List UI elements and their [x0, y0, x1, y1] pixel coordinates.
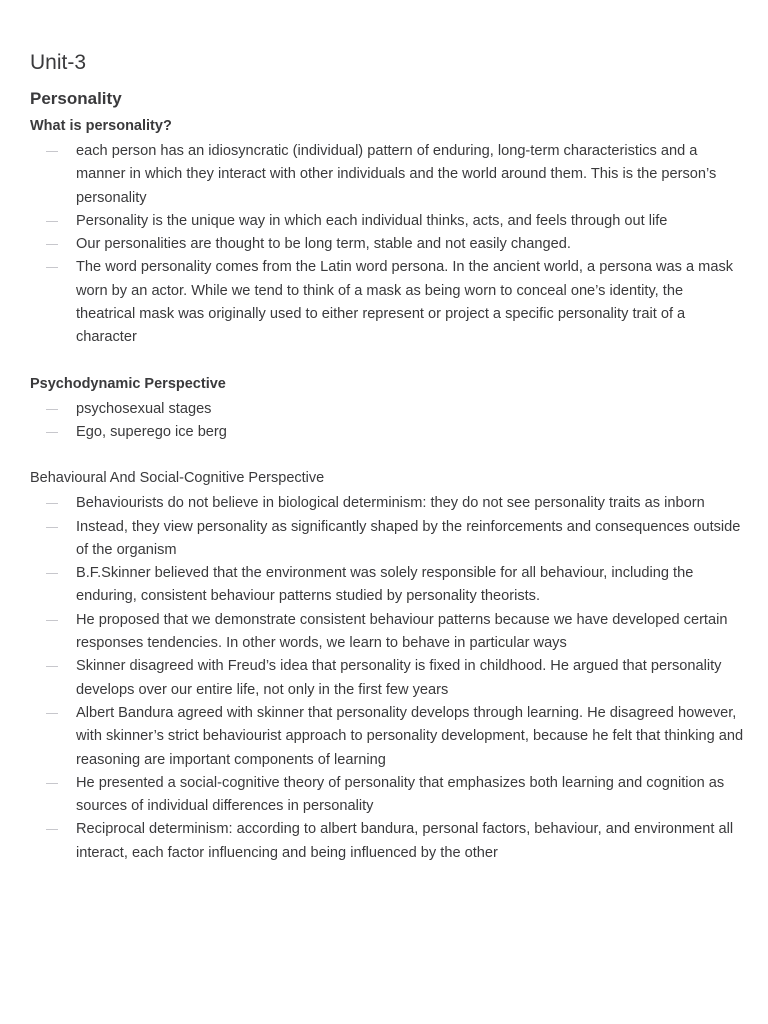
list-item — [30, 516, 744, 563]
list-item-text: Personality is the unique way in which each individual thinks, acts, and feels through out life — [76, 212, 668, 229]
list-item-text: psychosexual stages — [76, 400, 212, 417]
list-item-text: Skinner disagreed with Freud’s idea that personality is fixed in childhood. He argued that personality develops over our entire life, not only in the first few years — [76, 658, 722, 698]
list-item — [30, 140, 744, 210]
list-item-text: Albert Bandura agreed with skinner that personality develops through learning. He disagreed however, with skinner’s strict behaviourist approach to personality development, because he felt that thinking and reasoning are important components of learning — [76, 704, 744, 768]
dash-bullet-icon — [46, 409, 58, 410]
dash-bullet-icon — [46, 829, 58, 830]
dash-bullet-icon — [46, 221, 58, 222]
dash-bullet-icon — [46, 713, 58, 714]
dash-bullet-icon — [46, 432, 58, 433]
list-item — [30, 421, 744, 444]
list-item-text: He presented a social-cognitive theory of personality that emphasizes both learning and cognition as sources of individual differences in personality — [76, 774, 725, 815]
list-item — [30, 609, 744, 656]
list-item — [30, 233, 744, 256]
list-item-text: Ego, superego ice berg — [76, 423, 227, 440]
list-item-text: B.F.Skinner believed that the environment was solely responsible for all behaviour, including the enduring, consistent behaviour patterns studied by personality theorists. — [76, 565, 694, 605]
list-item-text: The word personality comes from the Latin word persona. In the ancient world, a persona was a mask worn by an actor. While we tend to think of a mask as being worn to conceal one’s identity, the theatrical mask was originally used to either represent or project a specific personality trait of a character — [76, 259, 734, 346]
list-item-text: Our personalities are thought to be long term, stable and not easily changed. — [76, 236, 571, 253]
list-psychodynamic-perspective — [30, 398, 744, 445]
dash-bullet-icon — [46, 573, 58, 574]
heading-what-is-personality: What is personality? — [30, 118, 172, 134]
heading-behavioural-perspective: Behavioural And Social-Cognitive Perspective — [30, 470, 325, 487]
list-item-text: each person has an idiosyncratic (individual) pattern of enduring, long-term characteristics and a manner in which they interact with other individuals and the world around them. This is the person’s personality — [76, 143, 717, 206]
list-item — [30, 818, 744, 865]
list-item-text: He proposed that we demonstrate consistent behaviour patterns because we have developed certain responses tendencies. In other words, we learn to behave in particular ways — [76, 611, 728, 652]
list-item — [30, 655, 744, 702]
dash-bullet-icon — [46, 267, 58, 268]
dash-bullet-icon — [46, 666, 58, 667]
list-item — [30, 210, 744, 233]
list-item — [30, 702, 744, 772]
list-item — [30, 562, 744, 609]
list-item — [30, 492, 744, 515]
dash-bullet-icon — [46, 620, 58, 621]
heading-psychodynamic-perspective: Psychodynamic Perspective — [30, 375, 226, 392]
list-item-text: Behaviourists do not believe in biological determinism: they do not see personality traits as inborn — [76, 495, 705, 512]
list-item-text: Instead, they view personality as significantly shaped by the reinforcements and consequences outside of the organism — [76, 518, 741, 558]
dash-bullet-icon — [46, 527, 58, 528]
list-item — [30, 256, 744, 349]
dash-bullet-icon — [46, 783, 58, 784]
section-title: Personality — [30, 89, 122, 108]
dash-bullet-icon — [46, 503, 58, 504]
list-item — [30, 398, 744, 421]
list-item — [30, 772, 744, 819]
spacer — [30, 444, 744, 468]
dash-bullet-icon — [46, 244, 58, 245]
list-behavioural-perspective — [30, 492, 744, 865]
unit-title: Unit-3 — [30, 51, 87, 74]
list-item-text: Reciprocal determinism: according to albert bandura, personal factors, behaviour, and environment all interact, each factor influencing and being influenced by the other — [76, 821, 734, 861]
dash-bullet-icon — [46, 151, 58, 152]
spacer — [30, 350, 744, 374]
list-what-is-personality — [30, 140, 744, 350]
